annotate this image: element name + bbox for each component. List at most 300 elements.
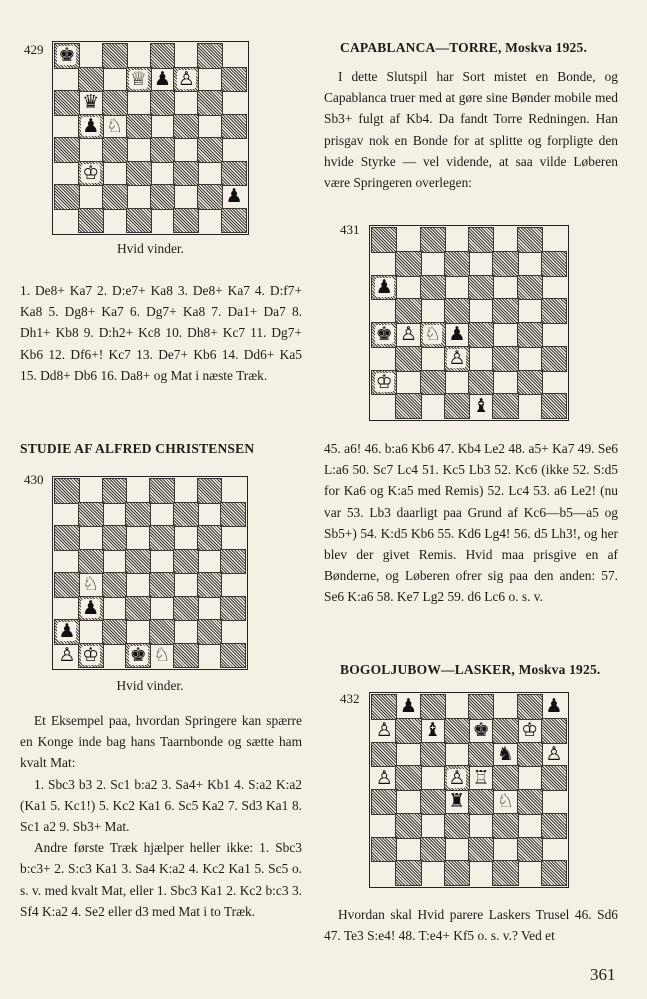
square-h8 [542, 695, 566, 719]
square-d2 [126, 620, 150, 644]
square-b1 [396, 394, 420, 418]
square-c3 [421, 347, 445, 371]
square-h1 [542, 861, 566, 885]
square-b2 [396, 371, 420, 395]
chess-piece: ♚ [58, 44, 76, 67]
square-c5 [103, 115, 127, 139]
square-d8 [127, 44, 151, 68]
square-d2 [445, 838, 469, 862]
square-c4 [103, 573, 127, 597]
study-text [20, 710, 302, 922]
square-e5 [151, 115, 175, 139]
square-h4 [542, 323, 566, 347]
square-e3 [151, 162, 175, 186]
square-b6 [396, 743, 420, 767]
square-e4 [469, 790, 493, 814]
square-c2 [103, 185, 127, 209]
square-h3 [542, 347, 566, 371]
chess-piece: ♙ [399, 323, 417, 346]
square-d7 [127, 68, 151, 92]
square-g8 [518, 695, 542, 719]
square-h5 [542, 766, 566, 790]
square-a4 [55, 138, 79, 162]
square-h2 [542, 838, 566, 862]
square-a1 [372, 861, 396, 885]
square-b4 [396, 323, 420, 347]
square-h2 [222, 185, 246, 209]
square-d3 [445, 814, 469, 838]
square-c2 [103, 620, 127, 644]
square-f5 [174, 115, 198, 139]
chess-piece: ♘ [153, 643, 171, 666]
chess-piece: ♘ [106, 114, 124, 137]
square-d4 [445, 790, 469, 814]
square-d2 [445, 371, 469, 395]
square-g8 [198, 479, 222, 503]
square-a7 [372, 719, 396, 743]
square-a4 [55, 573, 79, 597]
chess-piece: ♘ [424, 323, 442, 346]
square-d5 [445, 766, 469, 790]
square-a4 [372, 790, 396, 814]
square-f5 [493, 299, 517, 323]
square-b7 [79, 503, 103, 527]
square-d7 [126, 503, 150, 527]
square-f4 [493, 790, 517, 814]
square-c5 [421, 766, 445, 790]
square-b7 [79, 68, 103, 92]
square-b8 [396, 695, 420, 719]
square-h5 [222, 115, 246, 139]
square-a5 [372, 766, 396, 790]
chess-piece: ♙ [375, 719, 393, 742]
square-a8 [55, 44, 79, 68]
square-e8 [151, 44, 175, 68]
square-g7 [198, 503, 222, 527]
diagram-number: 430 [24, 472, 44, 487]
square-g5 [198, 115, 222, 139]
square-g4 [198, 138, 222, 162]
chess-piece: ♙ [375, 766, 393, 789]
square-a6 [55, 91, 79, 115]
square-g1 [198, 644, 222, 668]
square-e2 [151, 185, 175, 209]
square-g3 [198, 162, 222, 186]
square-f4 [174, 138, 198, 162]
square-h1 [222, 209, 246, 233]
square-b3 [79, 597, 103, 621]
square-h5 [221, 550, 245, 574]
square-a5 [55, 115, 79, 139]
square-b6 [79, 526, 103, 550]
square-f6 [174, 526, 198, 550]
square-d6 [445, 276, 469, 300]
chess-diagram-430 [52, 476, 248, 670]
square-c8 [103, 44, 127, 68]
square-f4 [493, 323, 517, 347]
chess-piece: ♟ [399, 695, 417, 718]
chess-piece: ♜ [448, 790, 466, 813]
diagram-caption: Hvid vinder. [116, 678, 184, 693]
square-b3 [396, 347, 420, 371]
square-e6 [469, 276, 493, 300]
square-e2 [469, 371, 493, 395]
square-f8 [493, 695, 517, 719]
chess-piece: ♙ [177, 67, 195, 90]
square-e5 [150, 550, 174, 574]
square-g4 [518, 790, 542, 814]
square-h8 [542, 228, 566, 252]
section-heading: BOGOLJUBOW—LASKER, Moskva 1925. [340, 662, 601, 677]
square-g8 [198, 44, 222, 68]
square-e7 [469, 252, 493, 276]
square-c6 [103, 91, 127, 115]
chess-piece: ♘ [496, 790, 514, 813]
square-a8 [372, 228, 396, 252]
square-e2 [150, 620, 174, 644]
square-b1 [79, 209, 103, 233]
square-d3 [445, 347, 469, 371]
square-f7 [174, 503, 198, 527]
square-g7 [518, 252, 542, 276]
square-e1 [469, 394, 493, 418]
square-d1 [127, 209, 151, 233]
square-c3 [103, 597, 127, 621]
square-g4 [198, 573, 222, 597]
square-g1 [198, 209, 222, 233]
chess-piece: ♔ [375, 370, 393, 393]
square-f6 [493, 743, 517, 767]
square-d8 [126, 479, 150, 503]
square-e5 [469, 766, 493, 790]
square-b5 [396, 766, 420, 790]
square-a8 [55, 479, 79, 503]
square-e7 [151, 68, 175, 92]
square-c7 [421, 719, 445, 743]
square-c4 [103, 138, 127, 162]
square-a3 [372, 347, 396, 371]
square-d1 [126, 644, 150, 668]
square-h8 [221, 479, 245, 503]
square-b2 [79, 185, 103, 209]
chess-diagram-431 [369, 225, 569, 421]
square-e6 [469, 743, 493, 767]
chess-piece: ♖ [472, 766, 490, 789]
square-c4 [421, 790, 445, 814]
square-a3 [55, 597, 79, 621]
square-h6 [542, 276, 566, 300]
paragraph: Andre første Træk hjælper heller ikke: 1. Sbc3 b:c3+ 2. S:c3 Ka1 3. Sa4 K:a2 4. Kc2 Ka1 5. Sc5 o. s. v. med kvalt Mat, eller 1. Sbc3 Ka1 2. Kc2 b:c3 3. Sf4 K:a2 4. Se2 eller d3 med Mat i to Træk. [20, 840, 302, 919]
square-a4 [372, 323, 396, 347]
square-e4 [151, 138, 175, 162]
game-moves-431: 45. a6! 46. b:a6 Kb6 47. Kb4 Le2 48. a5+ Ka7 49. Se6 L:a6 50. Sc7 Lc4 51. Kc5 Lb3 52. Kc6 (ikke 52. S:d5 for Ka6 og K:a5 med Remis) 52. Lc4 53. a6 Le2! (nu var 53. Lb3 daarligt paa Grund af Kc6—b5—a5 og Sb5+) 54. K:d5 Kb6 55. Kd6 Lg4! 56. d5 Lh3!, og her blev der givet Remis. Hvid maa prisgive en af Bønderne, og Løberen ofrer sig paa den anden: 57. Se6 K:a6 58. Ke7 Lg2 59. d6 Lc6 o. s. v. [324, 441, 618, 605]
square-e8 [469, 695, 493, 719]
square-e1 [150, 644, 174, 668]
chess-piece: ♟ [58, 620, 76, 643]
chess-piece: ♙ [448, 766, 466, 789]
chess-piece: ♔ [82, 161, 100, 184]
square-g2 [198, 620, 222, 644]
square-d8 [445, 228, 469, 252]
square-f1 [174, 644, 198, 668]
square-f3 [174, 597, 198, 621]
square-b5 [396, 299, 420, 323]
square-e6 [151, 91, 175, 115]
square-c2 [421, 838, 445, 862]
square-h7 [542, 719, 566, 743]
square-e5 [469, 299, 493, 323]
square-d5 [127, 115, 151, 139]
square-a6 [55, 526, 79, 550]
square-c1 [103, 209, 127, 233]
square-g5 [518, 766, 542, 790]
square-g2 [198, 185, 222, 209]
square-b1 [396, 861, 420, 885]
square-b8 [396, 228, 420, 252]
square-f7 [174, 68, 198, 92]
square-g6 [518, 276, 542, 300]
square-a7 [55, 503, 79, 527]
square-b4 [79, 138, 103, 162]
square-a1 [372, 394, 396, 418]
square-h7 [542, 252, 566, 276]
chess-piece: ♟ [82, 596, 100, 619]
square-f8 [174, 44, 198, 68]
square-c1 [103, 644, 127, 668]
square-g7 [198, 68, 222, 92]
solution-429: 1. De8+ Ka7 2. D:e7+ Ka8 3. De8+ Ka7 4. D:f7+ Ka8 5. Dg8+ Ka7 6. Dg7+ Ka8 7. Da1+ Da7 8. Dh1+ Kb8 9. D:h2+ Kc8 10. Dh8+ Kc7 11. Dg7+ Kb6 12. Df6+! Kc7 13. De7+ Kb6 14. Dd6+ Ka5 15. Dd8+ Db6 16. Da8+ og Mat i næste Træk. [20, 283, 302, 383]
square-d7 [445, 252, 469, 276]
square-g1 [518, 394, 542, 418]
square-g7 [518, 719, 542, 743]
chess-piece: ♙ [545, 742, 563, 765]
square-b1 [79, 644, 103, 668]
square-d4 [126, 573, 150, 597]
square-a3 [372, 814, 396, 838]
square-d1 [445, 861, 469, 885]
square-c1 [421, 394, 445, 418]
square-a6 [372, 276, 396, 300]
square-h6 [221, 526, 245, 550]
square-a1 [55, 644, 79, 668]
square-g4 [518, 323, 542, 347]
square-e3 [469, 814, 493, 838]
chess-piece: ♚ [472, 719, 490, 742]
square-b7 [396, 252, 420, 276]
square-g2 [518, 371, 542, 395]
square-c2 [421, 371, 445, 395]
chess-piece: ♘ [82, 573, 100, 596]
square-b4 [79, 573, 103, 597]
chess-piece: ♛ [82, 91, 100, 114]
square-c5 [103, 550, 127, 574]
chess-piece: ♟ [153, 67, 171, 90]
square-f1 [493, 394, 517, 418]
square-e7 [150, 503, 174, 527]
square-d4 [445, 323, 469, 347]
square-b2 [396, 838, 420, 862]
square-a6 [372, 743, 396, 767]
square-d1 [445, 394, 469, 418]
square-b5 [79, 550, 103, 574]
square-c6 [421, 276, 445, 300]
square-b7 [396, 719, 420, 743]
square-a7 [372, 252, 396, 276]
paragraph: Et Eksempel paa, hvordan Springere kan spærre en Konge inde bag hans Taarnbonde og sætte ham kvalt Mat: [20, 713, 302, 771]
chess-piece: ♙ [448, 347, 466, 370]
square-f7 [493, 252, 517, 276]
square-b8 [79, 479, 103, 503]
square-c7 [103, 68, 127, 92]
square-g5 [518, 299, 542, 323]
square-b3 [396, 814, 420, 838]
chess-piece: ♟ [82, 114, 100, 137]
square-c3 [103, 162, 127, 186]
square-g5 [198, 550, 222, 574]
square-f5 [493, 766, 517, 790]
square-h4 [221, 573, 245, 597]
square-h5 [542, 299, 566, 323]
square-b6 [396, 276, 420, 300]
square-f6 [174, 91, 198, 115]
page-number: 361 [590, 965, 616, 984]
square-c3 [421, 814, 445, 838]
square-f5 [174, 550, 198, 574]
chess-piece: ♚ [375, 323, 393, 346]
square-h6 [542, 743, 566, 767]
square-e7 [469, 719, 493, 743]
square-h7 [221, 503, 245, 527]
chess-piece: ♔ [521, 719, 539, 742]
square-f3 [174, 162, 198, 186]
square-h3 [542, 814, 566, 838]
square-d6 [127, 91, 151, 115]
square-h7 [222, 68, 246, 92]
square-c4 [421, 323, 445, 347]
square-f3 [493, 347, 517, 371]
square-h2 [221, 620, 245, 644]
square-f4 [174, 573, 198, 597]
square-g6 [198, 526, 222, 550]
square-a2 [55, 620, 79, 644]
square-g3 [198, 597, 222, 621]
chess-piece: ♝ [424, 719, 442, 742]
square-e3 [150, 597, 174, 621]
square-e4 [150, 573, 174, 597]
square-e8 [150, 479, 174, 503]
square-a7 [55, 68, 79, 92]
square-d3 [127, 162, 151, 186]
square-h3 [222, 162, 246, 186]
diagram-number: 429 [24, 42, 44, 57]
chess-diagram-432 [369, 692, 569, 888]
square-f1 [174, 209, 198, 233]
chess-piece: ♔ [82, 643, 100, 666]
square-d2 [127, 185, 151, 209]
square-h4 [222, 138, 246, 162]
square-f2 [493, 371, 517, 395]
chess-piece: ♟ [448, 323, 466, 346]
diagram-caption: Hvid vinder. [117, 241, 184, 256]
square-g8 [518, 228, 542, 252]
square-b4 [396, 790, 420, 814]
square-a2 [372, 838, 396, 862]
square-a5 [55, 550, 79, 574]
square-h4 [542, 790, 566, 814]
square-a2 [55, 185, 79, 209]
square-c6 [421, 743, 445, 767]
square-e4 [469, 323, 493, 347]
square-d5 [445, 299, 469, 323]
square-g3 [518, 814, 542, 838]
square-a5 [372, 299, 396, 323]
square-f1 [493, 861, 517, 885]
square-f8 [174, 479, 198, 503]
chess-piece: ♕ [130, 67, 148, 90]
square-c6 [103, 526, 127, 550]
square-f7 [493, 719, 517, 743]
square-a3 [55, 162, 79, 186]
square-e3 [469, 347, 493, 371]
square-b2 [79, 620, 103, 644]
chess-piece: ♚ [129, 643, 147, 666]
square-b6 [79, 91, 103, 115]
chess-piece: ♝ [472, 394, 490, 417]
square-c1 [421, 861, 445, 885]
square-g3 [518, 347, 542, 371]
square-f2 [493, 838, 517, 862]
square-c5 [421, 299, 445, 323]
square-c7 [421, 252, 445, 276]
square-b3 [79, 162, 103, 186]
square-h1 [221, 644, 245, 668]
square-a2 [372, 371, 396, 395]
square-f3 [493, 814, 517, 838]
square-h8 [222, 44, 246, 68]
square-d5 [126, 550, 150, 574]
square-e8 [469, 228, 493, 252]
chess-piece: ♟ [545, 695, 563, 718]
square-c8 [103, 479, 127, 503]
square-g6 [198, 91, 222, 115]
section-heading: CAPABLANCA—TORRE, Moskva 1925. [340, 40, 588, 55]
section-heading: STUDIE AF ALFRED CHRISTENSEN [20, 441, 255, 456]
square-h1 [542, 394, 566, 418]
square-d3 [126, 597, 150, 621]
chess-piece: ♟ [375, 275, 393, 298]
square-c7 [103, 503, 127, 527]
paragraph: Hvordan skal Hvid parere Laskers Trusel 46. Sd6 47. Te3 S:e4! 48. T:e4+ Kf5 o. s. v.? Ved et [324, 907, 618, 944]
square-d8 [445, 695, 469, 719]
square-e1 [469, 861, 493, 885]
paragraph: I dette Slutspil har Sort mistet en Bonde, og Capablanca truer med at gøre sine Bønder mobile med Sb3+ fulgt af Kb4. Da fandt Torre Redningen. Han prisgav nok en Bonde for at splitte og forpligte den hvide Styrke — vel vidende, at saa vilde Løberen være Springeren overlegen: [324, 69, 618, 191]
square-h2 [542, 371, 566, 395]
square-h6 [222, 91, 246, 115]
chess-piece: ♞ [496, 742, 514, 765]
square-g6 [518, 743, 542, 767]
chess-piece: ♟ [225, 185, 243, 208]
chess-piece: ♙ [58, 643, 76, 666]
paragraph: 1. Sbc3 b3 2. Sc1 b:a2 3. Sa4+ Kb1 4. S:a2 K:a2 (Ka1 5. Kc1!) 5. Kc2 Ka1 6. Sc5 Ka2 7. Sd3 Ka1 8. Sc1 a2 9. Sb3+ Mat. [20, 776, 302, 835]
square-f2 [174, 185, 198, 209]
square-d6 [445, 743, 469, 767]
square-g2 [518, 838, 542, 862]
square-e2 [469, 838, 493, 862]
square-a8 [372, 695, 396, 719]
square-e1 [151, 209, 175, 233]
square-a1 [55, 209, 79, 233]
chess-diagram-429 [52, 41, 249, 235]
